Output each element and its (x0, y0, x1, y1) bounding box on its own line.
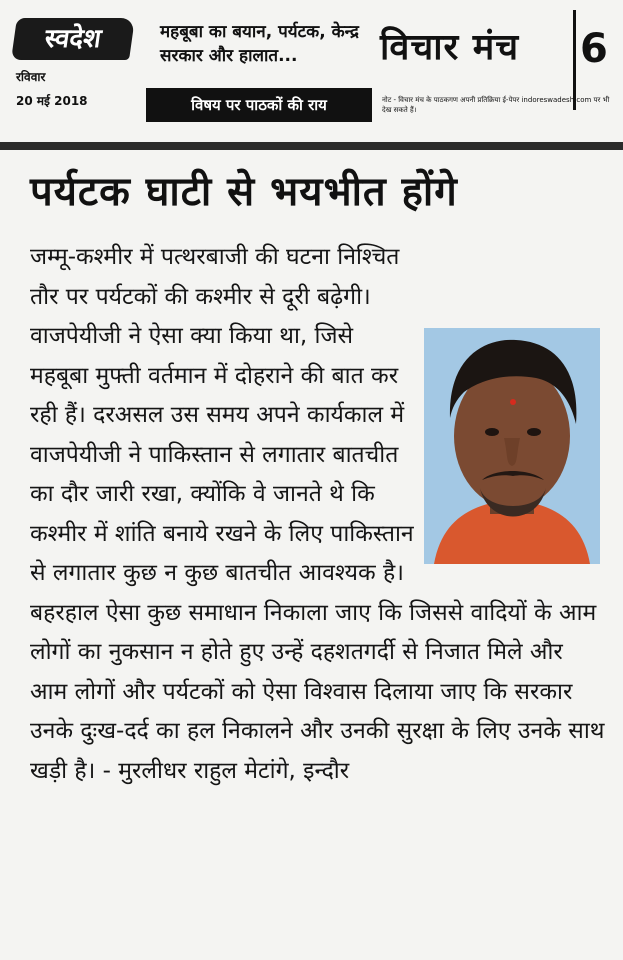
header-rule (0, 142, 623, 150)
photo-wrap-space (417, 328, 605, 576)
article-title: पर्यटक घाटी से भयभीत होंगे (30, 169, 458, 215)
page-number: 6 (580, 26, 608, 72)
topic-subheadline: विषय पर पाठकों की राय (146, 88, 372, 122)
article-text: जम्मू-कश्मीर में पत्थरबाजी की घटना निश्चित तौर पर पर्यटकों की कश्मीर से दूरी बढ़ेगी। वाजपेयीजी ने ऐसा क्या किया था, जिसे महबूबा मुफ्ती वर्तमान में दोहराने की बात कर रही हैं। दरअसल उस समय अपने कार्यकाल में वाजपेयीजी ने पाकिस्तान से लगातार बातचीत का दौर जारी रखा, क्योंकि वे जानते थे कि कश्मीर में शांति बनाये रखने के लिए पाकिस्तान से लगातार कुछ न कुछ बातचीत आवश्यक है। बहरहाल ऐसा कुछ समाधान निकाला जाए कि जिससे वादियों के आम लोगों का नुकसान न होते हुए उन्हें दहशतगर्दी से निजात मिले और आम लोगों और पर्यटकों को ऐसा विश्वास दिलाया जाए कि सरकार उनके दुःख-दर्द का हल निकालने और उनकी सुरक्षा के लिए उनके साथ खड़ी है। - मुरलीधर राहुल मेटांगे, इन्दौर (30, 244, 605, 784)
masthead (0, 0, 623, 140)
section-title: विचार मंच (380, 27, 520, 68)
newspaper-logo: स्वदेश (11, 18, 135, 60)
issue-day: रविवार (16, 70, 46, 84)
article-body (30, 238, 605, 791)
issue-date: 20 मई 2018 (16, 94, 88, 108)
topic-headline: महबूबा का बयान, पर्यटक, केन्द्र सरकार और हालात... (160, 22, 359, 66)
section-note: नोट - विचार मंच के पाठकगण अपनी प्रतिक्रिया ई-पेपर indoreswadesh.com पर भी देख सकते हैं। (382, 96, 610, 114)
